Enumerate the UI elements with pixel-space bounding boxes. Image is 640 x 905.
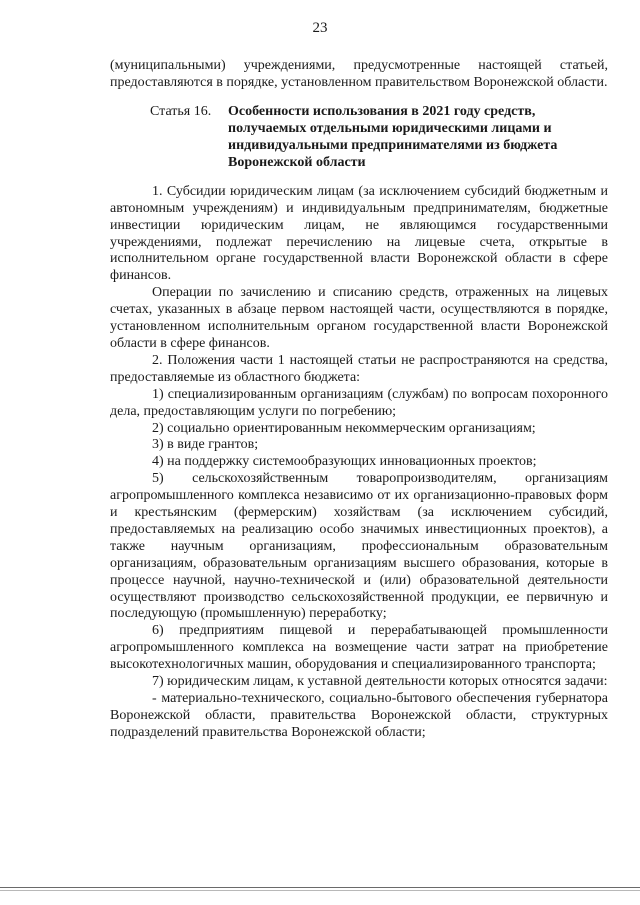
list-item-4: 4) на поддержку системообразующих инновационных проектов;: [152, 454, 537, 470]
list-item-2: 2) социально ориентированным некоммерческим организациям;: [152, 420, 536, 436]
article-title: Особенности использования в 2021 году средств, получаемых отдельными юридическими лицами и индивидуальными предпринимателями из бюджета Воронежской области: [228, 103, 558, 170]
intro-paragraph: (муниципальными) учреждениями, предусмотренные настоящей статьей, предоставляются в порядке, установленном правительством Воронежской области.: [110, 58, 608, 90]
list-subitem-dash: - материально-технического, социально-бытового обеспечения губернатора Воронежской области, правительства Воронежской области, структурных подразделений правительства Воронежской области;: [110, 691, 608, 740]
list-item-5: 5) сельскохозяйственным товаропроизводителям, организациям агропромышленного комплекса независимо от их организационно-правовых форм и крестьянским (фермерским) хозяйствам (за исключением субсидий, предоставляемых на реализацию особо значимых инвестиционных проектов), а также научным организациям, профессиональным образовательным организациям, образовательным организациям высшего образования, которые в процессе научной, научно-технической и (или) образовательной деятельности осуществляют производство сельскохозяйственной продукции, ее первичную и последующую (промышленную) переработку;: [110, 471, 608, 622]
page-number: 23: [312, 20, 328, 36]
list-item-7: 7) юридическим лицам, к уставной деятельности которых относятся задачи:: [152, 674, 608, 690]
page-bottom-rule: [0, 887, 640, 888]
list-item-1: 1) специализированным организациям (службам) по вопросам похоронного дела, предоставляющим услуги по погребению;: [110, 386, 608, 419]
page-bottom-rule-shadow: [0, 890, 640, 891]
document-body: [110, 58, 608, 742]
paragraph-part-2: 2. Положения части 1 настоящей статьи не распространяются на средства, предоставляемые из областного бюджета:: [110, 352, 608, 385]
article-number: Статья 16.: [150, 103, 212, 119]
paragraph-operations: Операции по зачислению и списанию средств, отраженных на лицевых счетах, указанных в абзаце первом настоящей части, осуществляются в порядке, установленном исполнительным органом государственной власти Воронежской области в сфере финансов.: [110, 285, 608, 351]
paragraph-part-1: 1. Субсидии юридическим лицам (за исключением субсидий бюджетным и автономным учреждениям) и индивидуальным предпринимателям, бюджетные инвестиции юридическим лицам, не являющимся государственными учреждениями, подлежат перечислению на лицевые счета, открытые в исполнительном органе государственной власти Воронежской области в сфере финансов.: [110, 183, 608, 284]
list-item-6: 6) предприятиям пищевой и перерабатывающей промышленности агропромышленного комплекса на возмещение части затрат на приобретение высокотехнологичных машин, оборудования и специализированного транспорта;: [110, 623, 608, 673]
list-item-3: 3) в виде грантов;: [152, 437, 259, 453]
article-heading: [110, 104, 608, 172]
